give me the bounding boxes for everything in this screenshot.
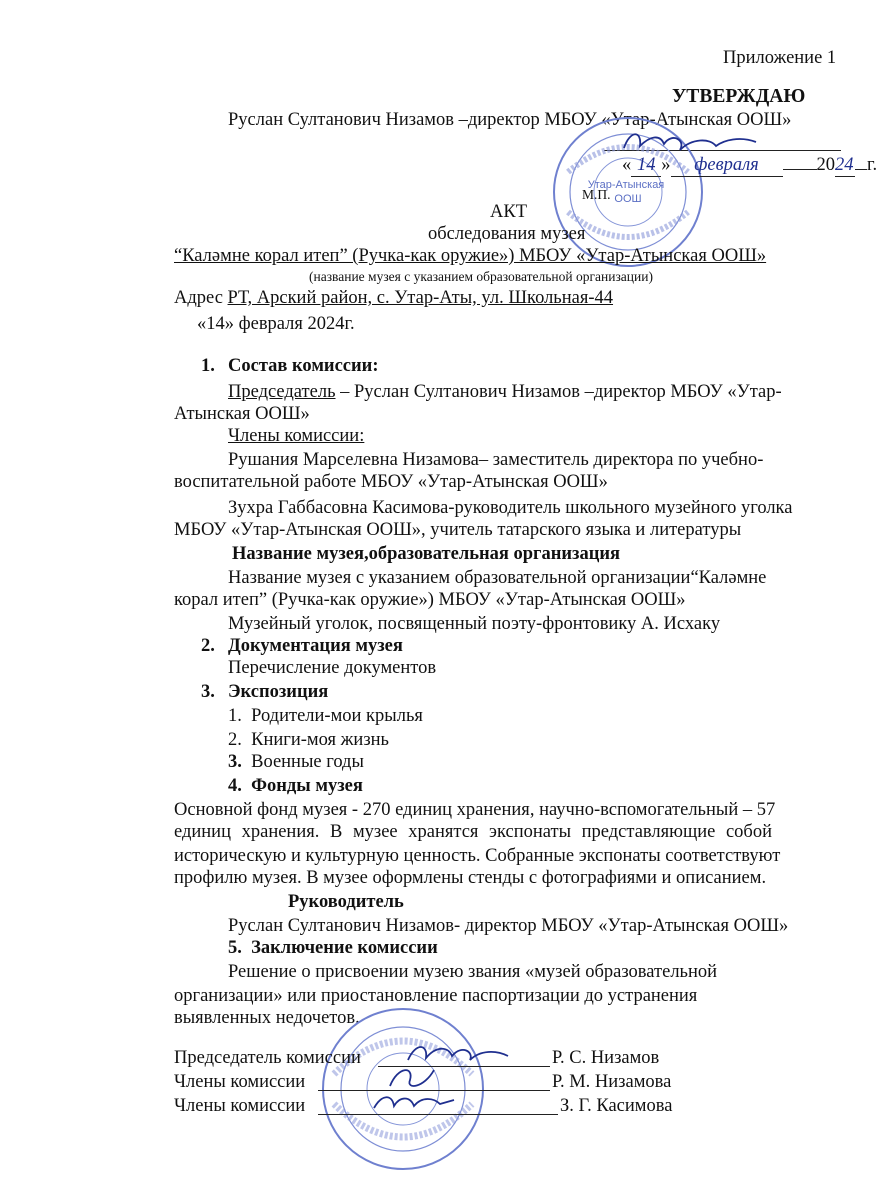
documents-text: Перечисление документов: [228, 658, 437, 678]
expo-item: 2. Книги-моя жизнь: [228, 730, 389, 750]
act-date: «14» февраля 2024г.: [197, 314, 355, 334]
members-label: Члены комиссии:: [228, 426, 365, 446]
member-name-1: Р. М. Низамова: [552, 1072, 672, 1092]
section-5-heading: 5. Заключение комиссии: [228, 938, 438, 958]
appendix-label: Приложение 1: [723, 48, 837, 68]
approve-heading: УТВЕРЖДАЮ: [672, 86, 806, 107]
mp-label: М.П.: [582, 187, 611, 202]
member-1-line-1: Рушания Марселевна Низамова– заместитель директора по учебно-: [228, 450, 764, 470]
name-org-title: Название музея,образовательная организация: [232, 544, 621, 564]
member-signature-label: Члены комиссии: [174, 1072, 306, 1092]
section-3-title: Экспозиция: [228, 682, 329, 702]
fund-line-1: Основной фонд музея - 270 единиц хранения, научно-вспомогательный – 57: [174, 800, 776, 820]
section-1-number: 1.: [201, 356, 215, 376]
section-3-number: 3.: [201, 682, 215, 702]
section-2-title: Документация музея: [228, 636, 403, 656]
conclusion-line-3: выявленных недочетов.: [174, 1008, 360, 1028]
chairman-signature-label: Председатель комиссии: [174, 1048, 361, 1068]
member-1-line-2: воспитательной работе МБОУ «Утар-Атынская ООШ»: [174, 472, 608, 492]
fund-line-2: единиц хранения. В музее хранятся экспонаты представляющие собой: [174, 822, 772, 842]
fund-line-3: историческую и культурную ценность. Собранные экспонаты соответствуют: [174, 846, 781, 866]
act-title: АКТ: [490, 202, 527, 222]
member-2-line-2: МБОУ «Утар-Атынская ООШ», учитель татарского языка и литературы: [174, 520, 742, 540]
fund-line-4: профилю музея. В музее оформлены стенды с фотографиями и описанием.: [174, 868, 767, 888]
expo-item: 3. Военные годы: [228, 752, 364, 772]
svg-text:Утар-Атынская: Утар-Атынская: [587, 179, 665, 191]
member-name-2: З. Г. Касимова: [560, 1096, 673, 1116]
member-2-signature: [370, 1088, 460, 1116]
chairman-line-2: Атынская ООШ»: [174, 404, 310, 424]
section-4-heading: 4. Фонды музея: [228, 776, 363, 796]
name-org-line-1: Название музея с указанием образовательной организации“Каләмне: [228, 568, 767, 588]
name-org-line-2: корал итеп” (Ручка-как оружие») МБОУ «Утар-Атынская ООШ»: [174, 590, 686, 610]
museum-note: (название музея с указанием образовательной организации): [309, 269, 653, 284]
address-line: Адрес РТ, Арский район, с. Утар-Аты, ул. Школьная-44: [174, 288, 614, 308]
chairman-line: Председатель – Руслан Султанович Низамов –директор МБОУ «Утар-: [228, 382, 782, 402]
expo-item: 1. Родители-мои крылья: [228, 706, 423, 726]
head-title: Руководитель: [288, 892, 404, 912]
chairman-name: Р. С. Низамов: [552, 1048, 660, 1068]
act-subtitle: обследования музея: [428, 224, 586, 244]
corner-description: Музейный уголок, посвященный поэту-фронтовику А. Исхаку: [228, 614, 721, 634]
member-2-line-1: Зухра Габбасовна Касимова-руководитель школьного музейного уголка: [228, 498, 793, 518]
director-line: Руслан Султанович Низамов –директор МБОУ «Утар-Атынская ООШ»: [228, 110, 792, 130]
conclusion-line-1: Решение о присвоении музею звания «музей образовательной: [228, 962, 718, 982]
approval-date: « 14 » февраля 2024 г.: [622, 155, 877, 175]
museum-name: “Каләмне корал итеп” (Ручка-как оружие») МБОУ «Утар-Атынская ООШ»: [174, 246, 767, 266]
section-2-number: 2.: [201, 636, 215, 656]
conclusion-line-2: организации» или приостановление паспортизации до устранения: [174, 986, 698, 1006]
svg-text:ООШ: ООШ: [614, 193, 642, 205]
head-text: Руслан Султанович Низамов- директор МБОУ «Утар-Атынская ООШ»: [228, 916, 789, 936]
member-signature-label: Члены комиссии: [174, 1096, 306, 1116]
section-1-title: Состав комиссии:: [228, 356, 379, 376]
